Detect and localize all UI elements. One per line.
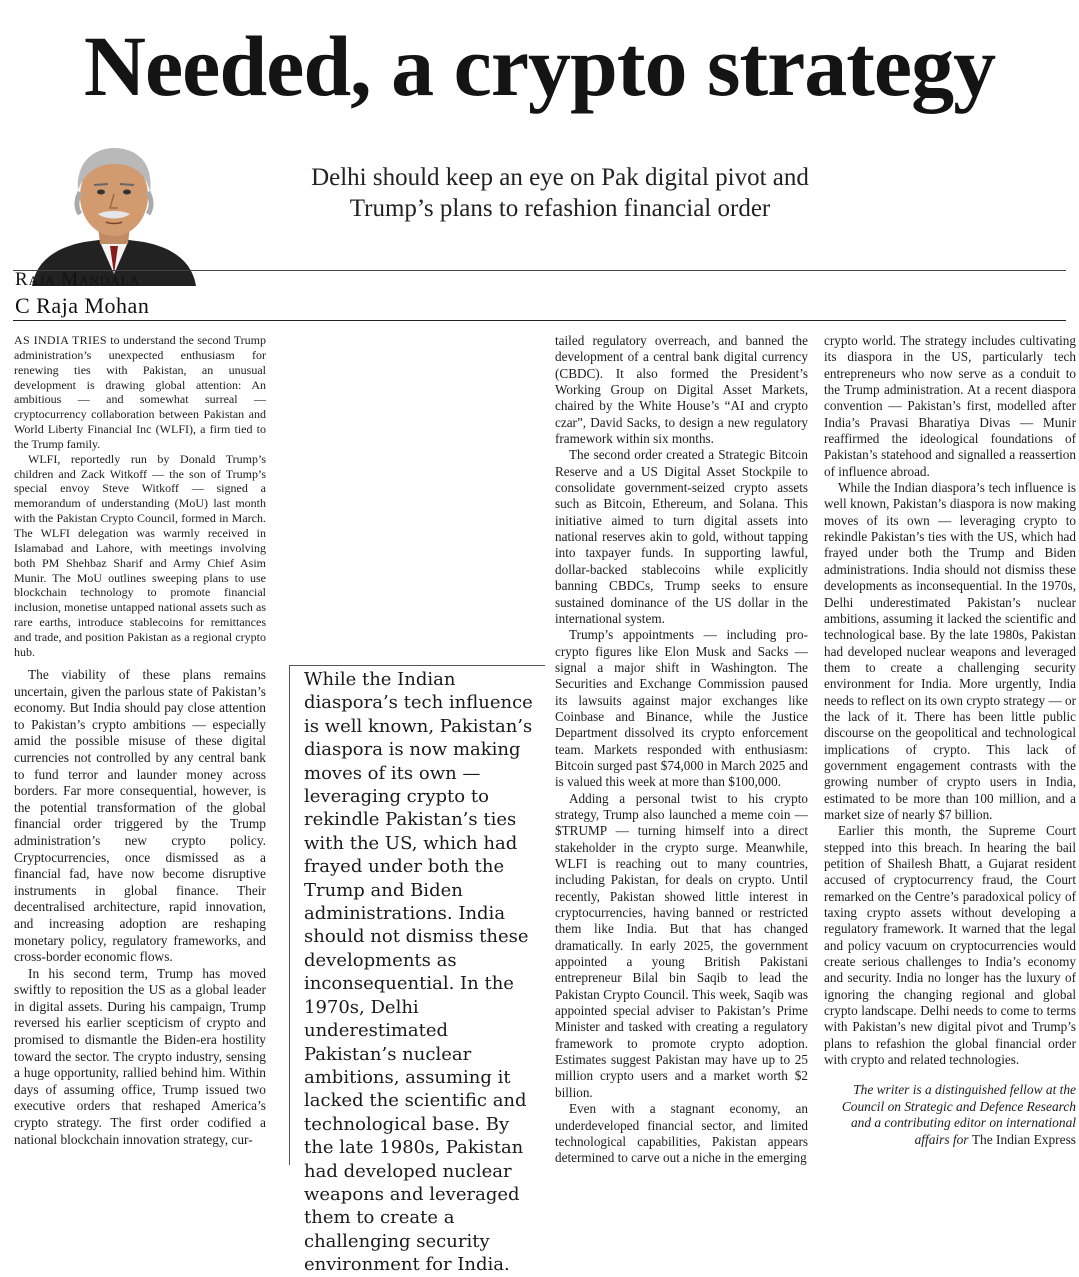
paragraph-10: crypto world. The strategy includes cultivating its diaspora in the US, particularly tech entrepreneurs who now serve as a conduit to the Trump administration. At a recent diaspora convention — Pakistan’s first, modelled after India’s Pravasi Bharatiya Divas — Munir reaffirmed the ideological foundations of Pakistan’s statehood and signalled a reassertion of influence abroad.: [824, 333, 1076, 479]
headline: Needed, a crypto strategy: [83, 18, 996, 114]
paragraph-3: The viability of these plans remains uncertain, given the parlous state of Pakistan’s economy. But India should pay close attention to Pakistan’s crypto ambitions — especially amid the possible misuse of these digital currencies not controlled by any central bank to fund terror and launder money across borders. Far more consequential, however, is the potential transformation of the global financial order triggered by the Trump administration’s new crypto policy. Cryptocurrencies, once dismissed as a financial fad, have now become disruptive instruments in global finance. Their decentralised architecture, rapid innovation, and increasing adoption are reshaping monetary policy, regulatory frameworks, and cross-border economic flows.: [14, 667, 266, 965]
paragraph-2: WLFI, reportedly run by Donald Trump’s children and Zack Witkoff — the son of Trump’s special envoy Steve Witkoff — signed a memorandum of understanding (MoU) last month with the Pakistan Crypto Council, formed in March. The WLFI delegation was warmly received in Islamabad and Lahore, with meetings involving both PM Shehbaz Sharif and Army Chief Asim Munir. The MoU outlines sweeping plans to use blockchain technology to promote financial inclusion, monetise untapped national assets such as rare earths, introduce stablecoins for remittances and trade, and position Pakistan as a regional crypto hub.: [14, 451, 266, 659]
author-note: [824, 1082, 1076, 1148]
column-kicker: Raja Mandala: [15, 269, 141, 290]
deck-subheadline: Delhi should keep an eye on Pak digital pivot and Trump’s plans to refashion financial order: [311, 164, 809, 222]
paragraph-6: The second order created a Strategic Bitcoin Reserve and a US Digital Asset Stockpile to consolidate government-seized crypto assets such as Bitcoin, Ethereum, and Solana. This initiative aimed to turn digital assets into national reserves akin to gold, without tapping into taxpayer funds. In supporting lawful, dollar-backed stablecoins while explicitly banning CBDCs, Trump seeks to ensure sustained dominance of the US dollar in the international system.: [555, 447, 808, 626]
paragraph-5: tailed regulatory overreach, and banned the development of a central bank digital currency (CBDC). It also formed the President’s Working Group on Digital Asset Markets, chaired by the White House’s “AI and crypto czar”, David Sacks, to design a new regulatory framework within six months.: [555, 333, 808, 447]
paragraph-8: Adding a personal twist to his crypto strategy, Trump also launched a meme coin — $TRUMP — turning himself into a direct stakeholder in the crypto surge. Meanwhile, WLFI is reaching out to many countries, including Pakistan, for deals on crypto. Until recently, Pakistan showed little interest in cryptocurrencies, having banned or restricted them like India. But that has changed dramatically. In early 2025, the government appointed a young British Pakistani entrepreneur Bilal bin Saqib to lead the Pakistan Crypto Council. This week, Saqib was appointed special adviser to Pakistan’s Prime Minister and tasked with creating a regulatory framework to promote crypto adoption. Estimates suggest Pakistan may have up to 25 million crypto users and a market worth $2 billion.: [555, 790, 808, 1100]
paragraph-4: In his second term, Trump has moved swiftly to reposition the US as a global leader in digital assets. During his campaign, Trump reversed his earlier scepticism of crypto and promised to dismantle the Biden-era hostility toward the sector. The crypto industry, sensing a huge opportunity, rallied behind him. Within days of assuming office, Trump issued two executive orders that reshaped America’s crypto strategy. The first order codified a national blockchain innovation strategy, cur-: [14, 965, 266, 1147]
article-column-2: [555, 333, 808, 1167]
publication-name: The Indian Express: [971, 1131, 1076, 1147]
author-byline: C Raja Mohan: [15, 293, 150, 318]
article-column-1: [14, 333, 266, 660]
paragraph-1: [14, 333, 266, 452]
paragraph-7: Trump’s appointments — including pro-crypto figures like Elon Musk and Sacks — signal a major shift in Washington. The Securities and Exchange Commission paused its lawsuits against major exchanges like Coinbase and Binance, while the Justice Department dissolved its crypto enforcement team. Markets responded with enthusiasm: Bitcoin surged past $74,000 in March 2025 and is valued this week at more than $100,000.: [555, 627, 808, 790]
article-column-3: [824, 333, 1076, 1068]
pullquote-rule-vertical: [289, 665, 290, 1165]
byline-top-rule: [13, 270, 1066, 271]
byline-bottom-rule: [13, 320, 1066, 321]
pullquote-rule-horizontal: [289, 665, 545, 666]
paragraph-1-text: to understand the second Trump administration’s unexpected enthusiasm for renewing ties with Pakistan, an unusual development is drawing global attention: An ambitious — and somewhat surreal — cryptocurrency collaboration between Pakistan and World Liberty Financial Inc (WLFI), a firm tied to the Trump family.: [14, 333, 266, 451]
author-note-text: The writer is a distinguished fellow at the Council on Strategic and Defence Research and a contributing editor on international affairs for: [841, 1082, 1076, 1147]
paragraph-12: Earlier this month, the Supreme Court stepped into this breach. In hearing the bail petition of Shailesh Bhatt, a Gujarat resident accused of cryptocurrency fraud, the Court remarked on the Centre’s paradoxical policy of taxing crypto assets without developing a regulatory framework. It warned that the legal and policy vacuum on cryptocurrencies would create serious challenges to India’s economy and security. India no longer has the luxury of ignoring the changing regional and global crypto landscape. Delhi needs to come to terms with Pakistan’s new digital pivot and Trump’s plans to refashion the global financial order with crypto and related technologies.: [824, 823, 1076, 1068]
lead-in: AS INDIA TRIES: [14, 333, 107, 347]
pull-quote: While the Indian diaspora’s tech influence is well known, Pakistan’s diaspora is now making moves of its own — leveraging crypto to rekindle Pakistan’s ties with the US, which had frayed under both the Trump and Biden administrations. India should not dismiss these developments as inconsequential. In the 1970s, Delhi underestimated Pakistan’s nuclear ambitions, assuming it lacked the scientific and technological base. By the late 1980s, Pakistan had developed nuclear weapons and leveraged them to create a challenging security environment for India.: [304, 669, 533, 1276]
paragraph-9: Even with a stagnant economy, an underdeveloped financial sector, and limited technological capabilities, Pakistan appears determined to carve out a niche in the emerging: [555, 1101, 808, 1166]
article-column-1-continued: [14, 667, 266, 1148]
paragraph-11: While the Indian diaspora’s tech influence is well known, Pakistan’s diaspora is now making moves of its own — leveraging crypto to rekindle Pakistan’s ties with the US, which had frayed under both the Trump and Biden administrations. India should not dismiss these developments as inconsequential. In the 1970s, Delhi underestimated Pakistan’s nuclear ambitions, assuming it lacked the scientific and technological base. By the late 1980s, Pakistan had developed nuclear weapons and leveraged them to create a challenging security environment for India. More urgently, India needs to reflect on its own crypto strategy — or the lack of it. There has been little public discourse on the geopolitical and technological implications of crypto. This lack of government engagement contrasts with the growing number of crypto users in India, estimated to be more than 100 million, and a market size of nearly $7 billion.: [824, 480, 1076, 822]
author-portrait: [14, 134, 214, 286]
